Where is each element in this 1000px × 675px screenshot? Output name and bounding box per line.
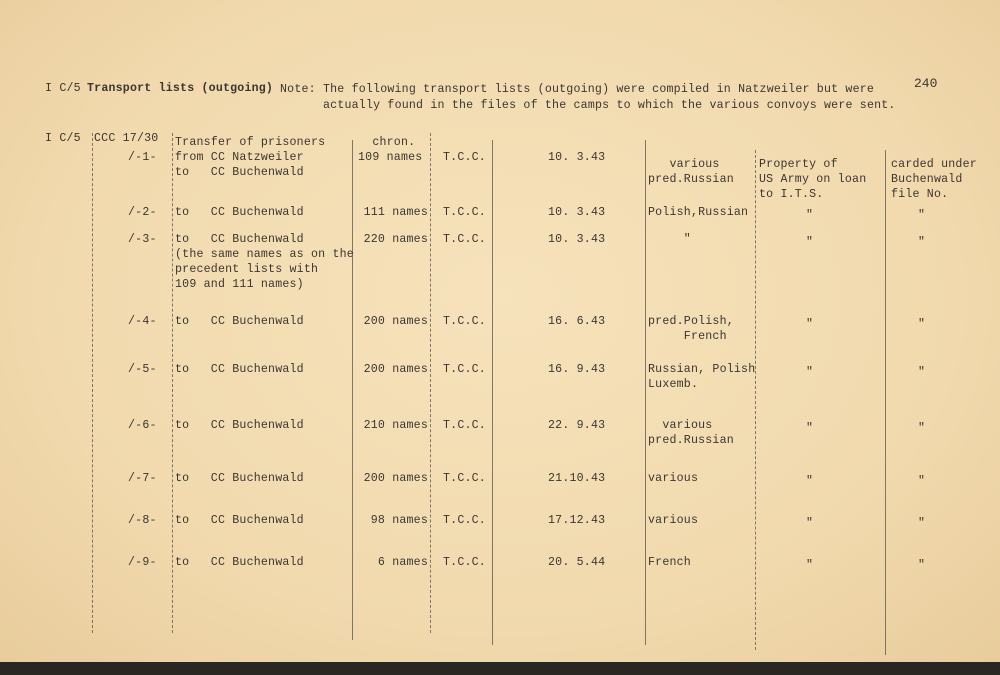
cell-destination: to CC Buchenwald <box>175 363 304 376</box>
header-title: Transport lists (outgoing) <box>87 82 274 95</box>
header-ref: I C/5 <box>45 82 81 95</box>
cell-date: 16. 9.43 <box>548 363 606 376</box>
column-divider <box>755 150 756 650</box>
cell-carded-note: " <box>918 209 926 222</box>
cell-list-type: T.C.C. <box>443 233 486 246</box>
cell-carded-note: " <box>918 475 926 488</box>
column-divider <box>352 140 353 640</box>
cell-row-number: /-7- <box>128 472 157 485</box>
cell-destination: to CC Buchenwald (the same names as on the precedent lists with 109 and 111 names) <box>175 233 354 291</box>
cell-name-count: 6 names <box>377 556 428 569</box>
column-divider <box>430 133 431 633</box>
cell-property-note: Property of US Army on loan to I.T.S. <box>759 158 867 201</box>
cell-row-number: /-3- <box>128 233 157 246</box>
cell-list-type: T.C.C. <box>443 514 486 527</box>
cell-date: 22. 9.43 <box>548 419 606 432</box>
cell-nationality: various pred.Russian <box>648 158 734 186</box>
cell-property-note: " <box>806 559 814 572</box>
cell-name-count: 200 names <box>363 472 428 485</box>
cell-destination: to CC Buchenwald <box>175 514 304 527</box>
cell-destination: to CC Buchenwald <box>175 556 304 569</box>
cell-nationality: Polish,Russian <box>648 206 749 219</box>
cell-property-note: " <box>806 517 814 530</box>
entry-file-number: CCC 17/30 <box>94 132 159 145</box>
cell-row-number: /-1- <box>128 151 157 164</box>
cell-destination: Transfer of prisoners from CC Natzweiler to CC Buchenwald <box>175 136 326 179</box>
cell-destination: to CC Buchenwald <box>175 206 304 219</box>
cell-property-note: " <box>806 318 814 331</box>
entry-ref: I C/5 <box>45 132 81 145</box>
cell-list-type: T.C.C. <box>443 363 486 376</box>
cell-property-note: " <box>806 209 814 222</box>
cell-nationality: " <box>648 233 691 246</box>
cell-name-count: 210 names <box>363 419 428 432</box>
cell-row-number: /-9- <box>128 556 157 569</box>
cell-date: 21.10.43 <box>548 472 606 485</box>
column-divider <box>92 133 93 633</box>
cell-carded-note: carded under Buchenwald file No. <box>891 158 977 201</box>
header-note-line2: actually found in the files of the camps to which the various convoys were sent. <box>323 99 896 112</box>
cell-list-type: T.C.C. <box>443 206 486 219</box>
cell-destination: to CC Buchenwald <box>175 315 304 328</box>
cell-name-count: 98 names <box>370 514 428 527</box>
cell-row-number: /-6- <box>128 419 157 432</box>
cell-nationality: various <box>648 514 699 527</box>
cell-list-type: T.C.C. <box>443 419 486 432</box>
page-number: 240 <box>914 76 938 91</box>
cell-list-type: T.C.C. <box>443 472 486 485</box>
cell-property-note: " <box>806 422 814 435</box>
cell-date: 10. 3.43 <box>548 233 606 246</box>
cell-date: 10. 3.43 <box>548 206 606 219</box>
cell-nationality: various <box>648 472 699 485</box>
cell-date: 17.12.43 <box>548 514 606 527</box>
cell-destination: to CC Buchenwald <box>175 472 304 485</box>
column-divider <box>492 140 493 645</box>
cell-nationality: various pred.Russian <box>648 419 734 447</box>
column-divider <box>885 150 886 655</box>
cell-row-number: /-5- <box>128 363 157 376</box>
cell-carded-note: " <box>918 422 926 435</box>
cell-date: 20. 5.44 <box>548 556 606 569</box>
cell-carded-note: " <box>918 517 926 530</box>
cell-list-type: T.C.C. <box>443 556 486 569</box>
header-note-line1: Note: The following transport lists (outgoing) were compiled in Natzweiler but were <box>280 83 875 96</box>
cell-list-type: T.C.C. <box>443 315 486 328</box>
cell-name-count: 200 names <box>363 363 428 376</box>
cell-carded-note: " <box>918 318 926 331</box>
cell-name-count: chron. 109 names <box>358 136 423 164</box>
cell-date: 10. 3.43 <box>548 151 606 164</box>
cell-row-number: /-2- <box>128 206 157 219</box>
cell-name-count: 220 names <box>363 233 428 246</box>
column-divider <box>645 140 646 645</box>
cell-nationality: French <box>648 556 691 569</box>
column-divider <box>172 133 173 633</box>
cell-carded-note: " <box>918 559 926 572</box>
cell-name-count: 200 names <box>363 315 428 328</box>
cell-property-note: " <box>806 475 814 488</box>
cell-list-type: T.C.C. <box>443 151 486 164</box>
cell-destination: to CC Buchenwald <box>175 419 304 432</box>
cell-carded-note: " <box>918 366 926 379</box>
cell-name-count: 111 names <box>363 206 428 219</box>
cell-nationality: Russian, Polish Luxemb. <box>648 363 756 391</box>
cell-row-number: /-4- <box>128 315 157 328</box>
cell-date: 16. 6.43 <box>548 315 606 328</box>
cell-carded-note: " <box>918 236 926 249</box>
cell-property-note: " <box>806 366 814 379</box>
cell-nationality: pred.Polish, French <box>648 315 734 343</box>
cell-row-number: /-8- <box>128 514 157 527</box>
cell-property-note: " <box>806 236 814 249</box>
